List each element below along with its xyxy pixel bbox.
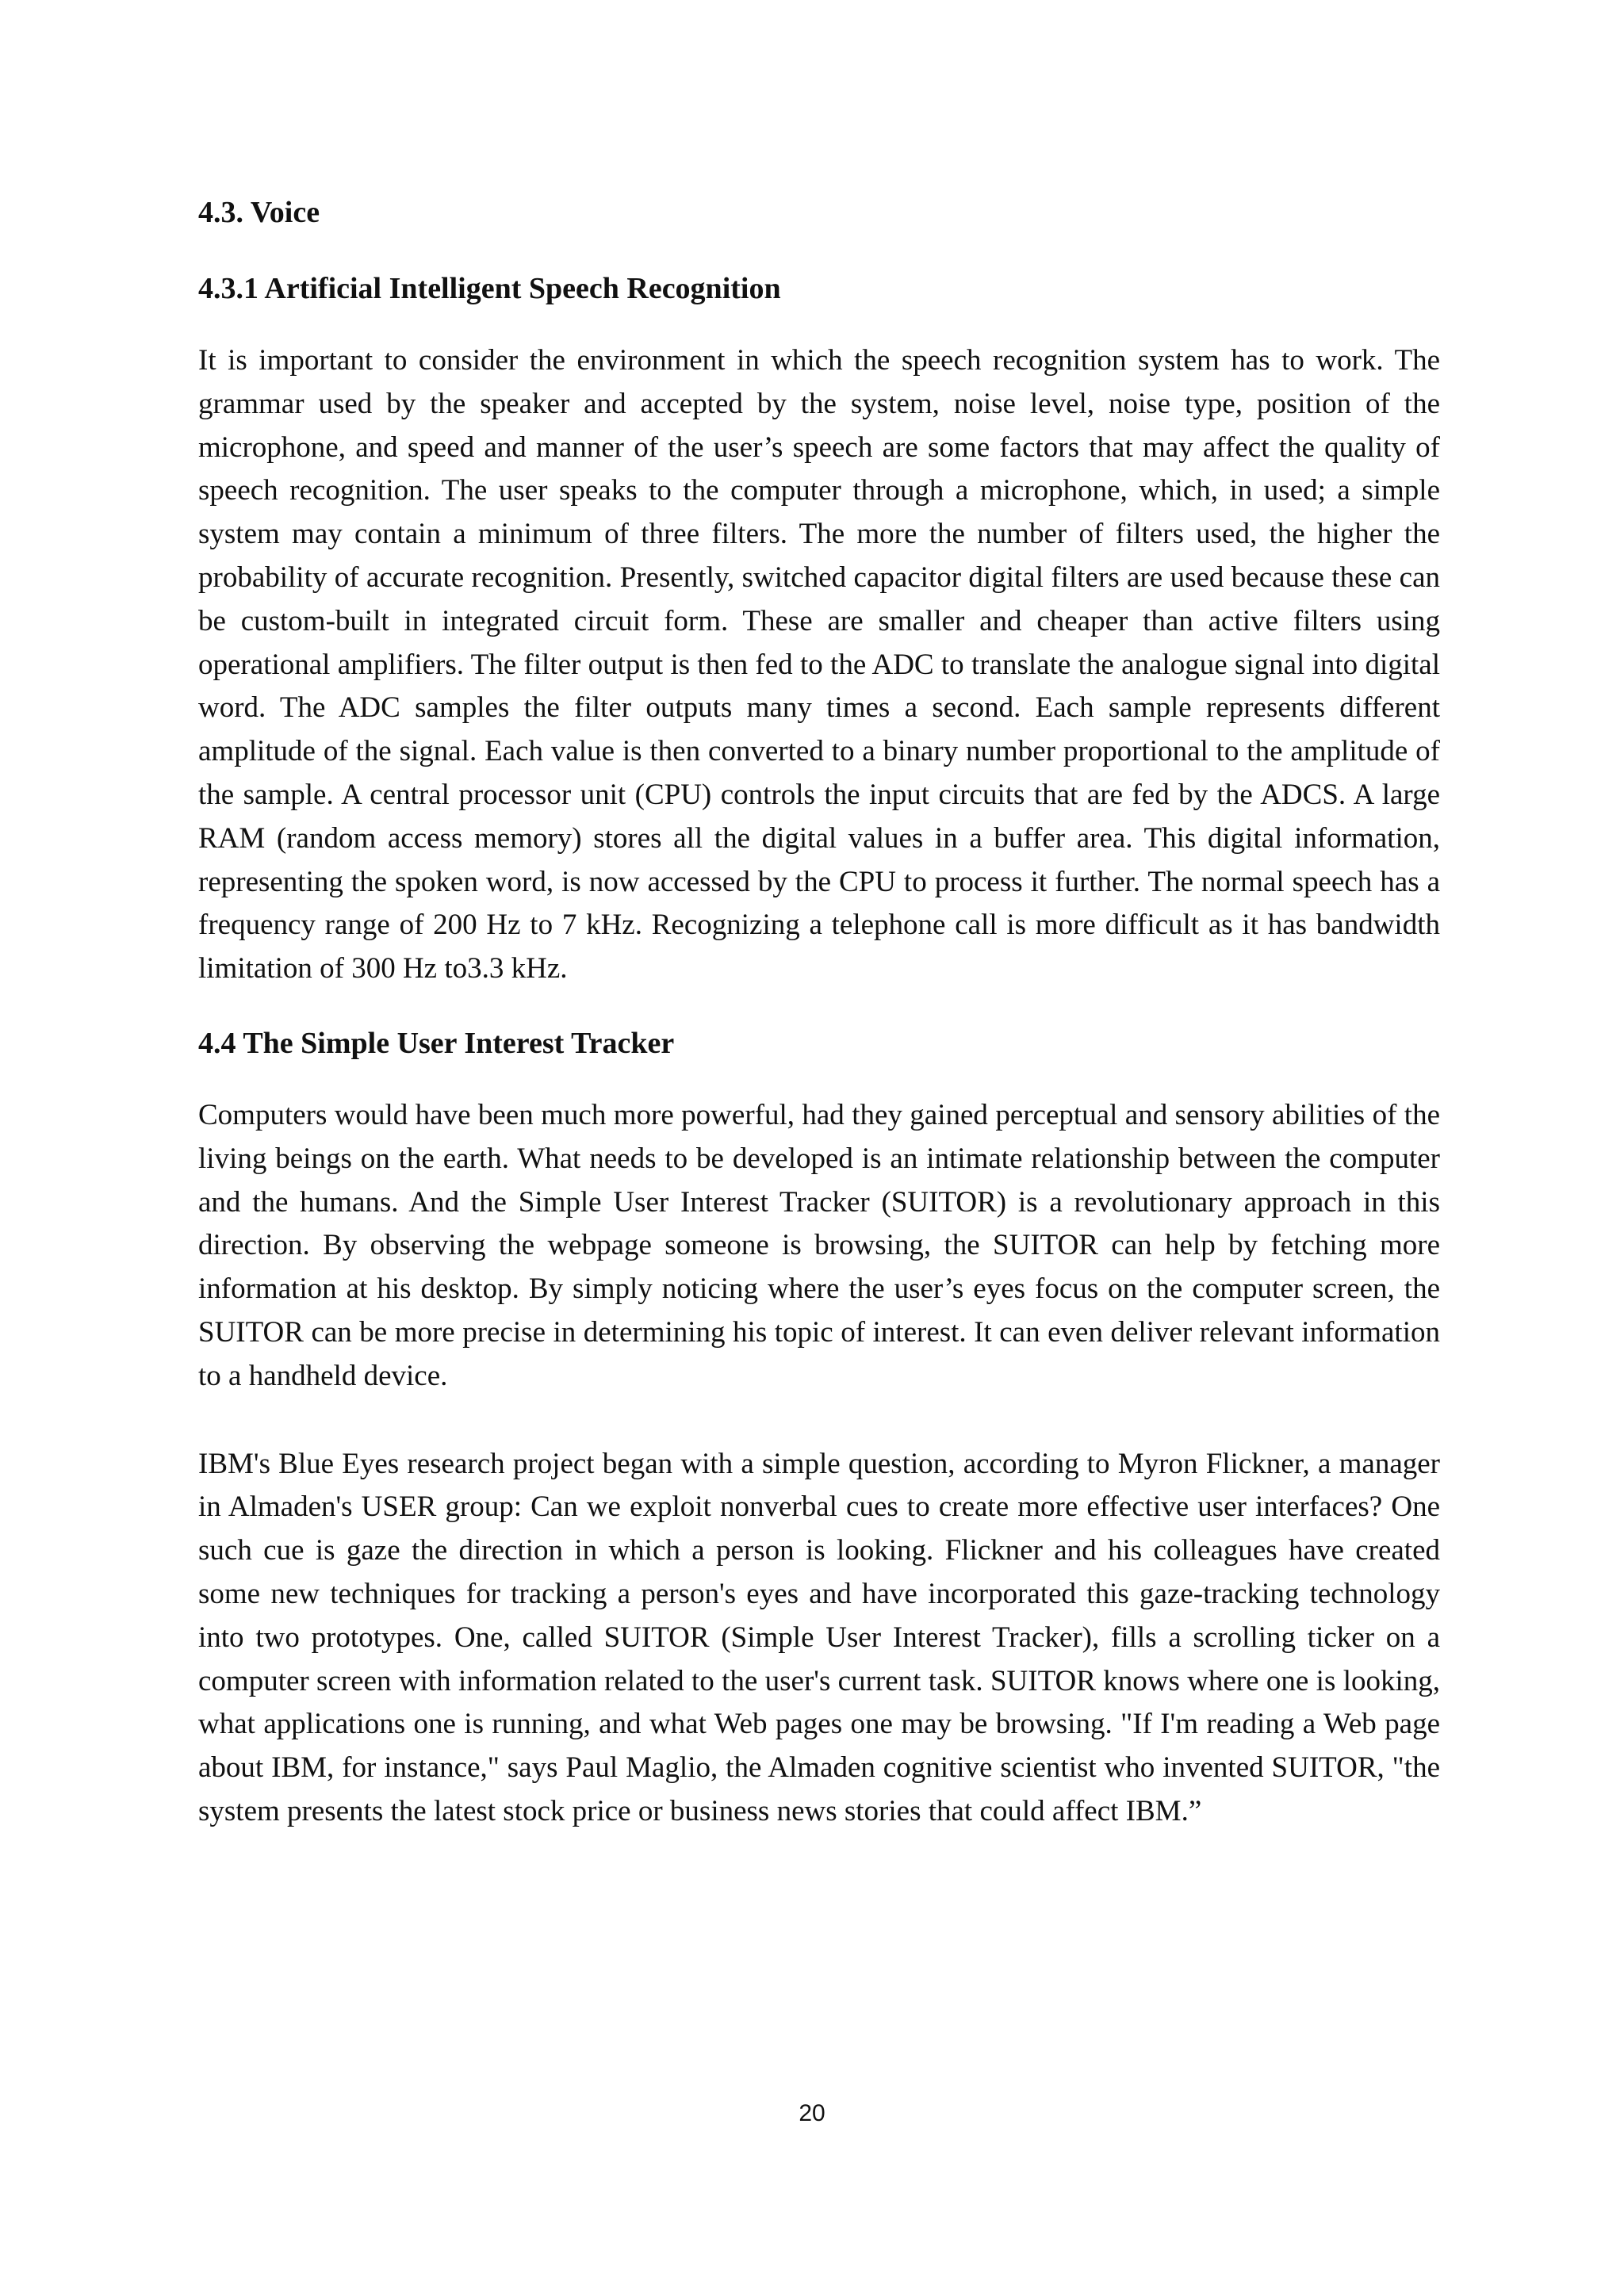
paragraph-ibm-blue-eyes: IBM's Blue Eyes research project began with a simple question, according to Myron Flickner, a manager in Almaden's USER group: Can we exploit nonverbal cues to create more effective user interfaces? One such cue is gaze the direction in which a person is looking. Flickner and his colleagues have created some new techniques for tracking a person's eyes and have incorporated this gaze-tracking technology into two prototypes. One, called SUITOR (Simple User Interest Tracker), fills a scrolling ticker on a computer screen with information related to the user's current task. SUITOR knows where one is looking, what applications one is running, and what Web pages one may be browsing. "If I'm reading a Web page about IBM, for instance," says Paul Maglio, the Almaden cognitive scientist who invented SUITOR, "the system presents the latest stock price or business news stories that could affect IBM.” xyxy=(198,1447,1440,1827)
page-number: 20 xyxy=(799,2100,825,2126)
section-heading-user-interest-tracker: 4.4 The Simple User Interest Tracker xyxy=(198,1026,675,1060)
paragraph-suitor-intro: Computers would have been much more powerful, had they gained perceptual and sensory abilities of the living beings on the earth. What needs to be developed is an intimate relationship between the computer and the humans. And the Simple User Interest Tracker (SUITOR) is a revolutionary approach in this direction. By observing the webpage someone is browsing, the SUITOR can help by fetching more information at his desktop. By simply noticing where the user’s eyes focus on the computer screen, the SUITOR can be more precise in determining his topic of interest. It can even deliver relevant information to a handheld device. xyxy=(198,1098,1440,1392)
section-heading-voice: 4.3. Voice xyxy=(198,196,320,229)
page-content xyxy=(198,190,1440,1834)
subsection-heading-speech-recognition: 4.3.1 Artificial Intelligent Speech Recognition xyxy=(198,272,781,305)
paragraph-speech-recognition: It is important to consider the environment in which the speech recognition system has to work. The grammar used by the speaker and accepted by the system, noise level, noise type, position of the microphone, and speed and manner of the user’s speech are some factors that may affect the quality of speech recognition. The user speaks to the computer through a microphone, which, in used; a simple system may contain a minimum of three filters. The more the number of filters used, the higher the probability of accurate recognition. Presently, switched capacitor digital filters are used because these can be custom-built in integrated circuit form. These are smaller and cheaper than active filters using operational amplifiers. The filter output is then fed to the ADC to translate the analogue signal into digital word. The ADC samples the filter outputs many times a second. Each sample represents different amplitude of the signal. Each value is then converted to a binary number proportional to the amplitude of the sample. A central processor unit (CPU) controls the input circuits that are fed by the ADCS. A large RAM (random access memory) stores all the digital values in a buffer area. This digital information, representing the spoken word, is now accessed by the CPU to process it further. The normal speech has a frequency range of 200 Hz to 7 kHz. Recognizing a telephone call is more difficult as it has bandwidth limitation of 300 Hz to3.3 kHz. xyxy=(198,344,1440,985)
